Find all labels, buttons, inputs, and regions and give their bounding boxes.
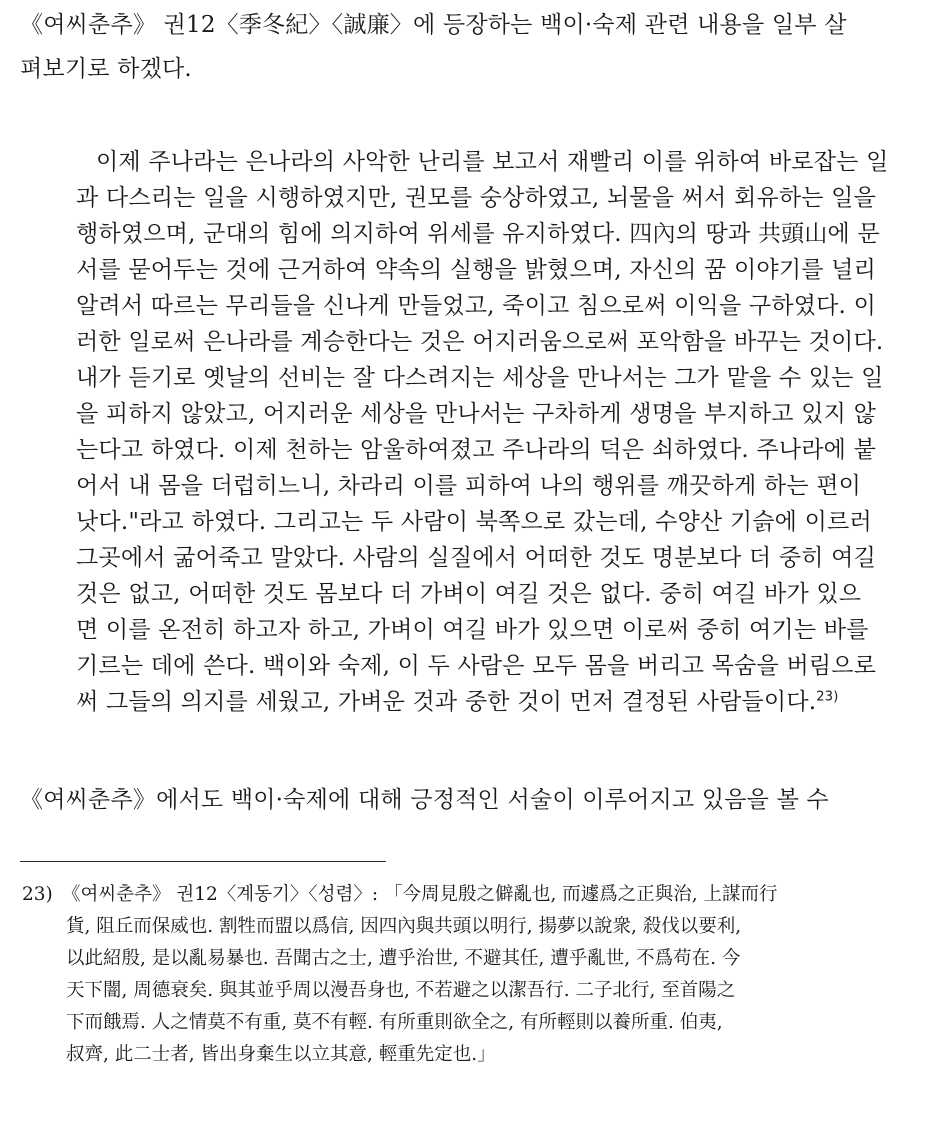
footnote-line-1: 《여씨춘추》 권12〈계동기〉〈성렴〉: 「今周見殷之僻亂也, 而遽爲之正與治, 上謀而行 [62,884,778,905]
quote-line-4: 서를 묻어두는 것에 근거하여 약속의 실행을 밝혔으며, 자신의 꿈 이야기를 널리 [76,257,876,283]
quote-line-10: 어서 내 몸을 더럽히느니, 차라리 이를 피하여 나의 행위를 깨끗하게 하는 편이 [76,473,862,499]
footnote-number: 23) [22,884,53,905]
footnote-line-6: 叔齊, 此二士者, 皆出身棄生以立其意, 輕重先定也.」 [66,1044,496,1065]
quote-line-2: 과 다스리는 일을 시행하였지만, 권모를 숭상하였고, 뇌물을 써서 회유하는 일을 [76,185,876,211]
quote-line-16-text: 써 그들의 의지를 세웠고, 가벼운 것과 중한 것이 먼저 결정된 사람들이다. [76,689,817,715]
quote-line-6: 러한 일로써 은나라를 계승한다는 것은 어지러움으로써 포악함을 바꾸는 것이다. [76,329,884,355]
footnote-line-3: 以此紹殷, 是以亂易暴也. 吾聞古之士, 遭乎治世, 不避其任, 遭乎亂世, 不爲苟在. 今 [66,948,741,969]
intro-line-2: 펴보기로 하겠다. [20,56,192,82]
footnote-line-2: 貨, 阻丘而保威也. 割牲而盟以爲信, 因四內與共頭以明行, 揚夢以說衆, 殺伐以要利, [66,916,742,937]
quote-line-12: 그곳에서 굶어죽고 말았다. 사람의 실질에서 어떠한 것도 명분보다 더 중히 여길 [76,545,876,571]
footnote-line-5: 下而餓焉. 人之情莫不有重, 莫不有輕. 有所重則欲全之, 有所輕則以養所重. 伯夷, [66,1012,723,1033]
quote-line-11: 낫다."라고 하였다. 그리고는 두 사람이 북쪽으로 갔는데, 수양산 기슭에 이르러 [76,509,872,535]
intro-line-1: 《여씨춘추》 권12〈季冬紀〉〈誠廉〉에 등장하는 백이·숙제 관련 내용을 일부 살 [20,12,847,38]
footnote-divider [20,861,386,862]
footnote-reference[interactable]: 23) [816,689,839,705]
quote-line-1: 이제 주나라는 은나라의 사악한 난리를 보고서 재빨리 이를 위하여 바로잡는 일 [96,149,889,175]
quote-line-16 [76,687,838,717]
outro-line-1: 《여씨춘추》에서도 백이·숙제에 대해 긍정적인 서술이 이루어지고 있음을 볼 수 [20,787,829,813]
quote-line-14: 면 이를 온전히 하고자 하고, 가벼이 여길 바가 있으면 이로써 중히 여기는 바를 [76,617,869,643]
quote-line-3: 행하였으며, 군대의 힘에 의지하여 위세를 유지하였다. 四內의 땅과 共頭山에 문 [76,221,880,247]
quote-line-13: 것은 없고, 어떠한 것도 몸보다 더 가벼이 여길 것은 없다. 중히 여길 바가 있으 [76,581,862,607]
quote-line-15: 기르는 데에 쓴다. 백이와 숙제, 이 두 사람은 모두 몸을 버리고 목숨을 버림으로 [76,653,877,679]
footnote-line-4: 天下闇, 周德衰矣. 與其並乎周以漫吾身也, 不若避之以潔吾行. 二子北行, 至首陽之 [66,980,736,1001]
quote-line-7: 내가 듣기로 옛날의 선비는 잘 다스려지는 세상을 만나서는 그가 맡을 수 있는 일 [76,365,884,391]
quote-line-9: 는다고 하였다. 이제 천하는 암울하여졌고 주나라의 덕은 쇠하였다. 주나라에 붙 [76,437,876,463]
quote-line-5: 알려서 따르는 무리들을 신나게 만들었고, 죽이고 침으로써 이익을 구하였다. 이 [76,293,876,319]
quote-line-8: 을 피하지 않았고, 어지러운 세상을 만나서는 구차하게 생명을 부지하고 있지 않 [76,401,876,427]
